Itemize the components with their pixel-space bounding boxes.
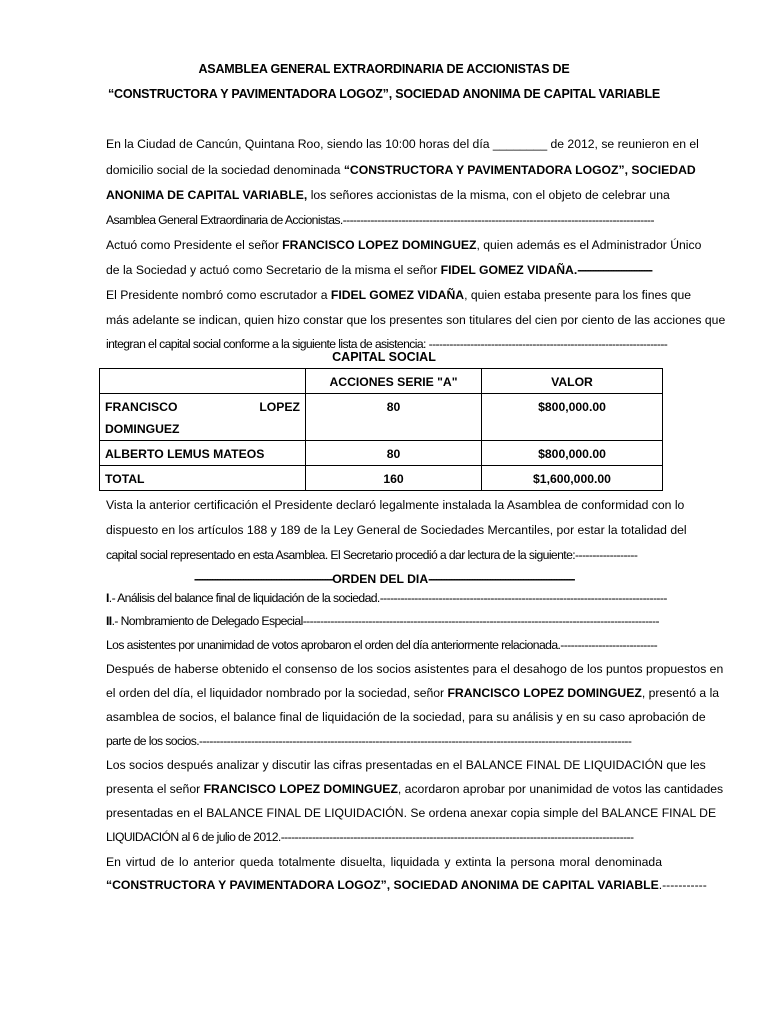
document-title-line2: “CONSTRUCTORA Y PAVIMENTADORA LOGOZ”, SOCIEDAD ANONIMA DE CAPITAL VARIABLE	[107, 87, 661, 101]
total-label-cell: TOTAL	[100, 466, 306, 491]
capital-social-title: CAPITAL SOCIAL	[332, 350, 436, 364]
total-valor-cell: $1,600,000.00	[482, 466, 663, 491]
shareholder-name: LOPEZ	[259, 400, 300, 414]
body-line-1: Vista la anterior certificación el Presidente declaró legalmente instalada la Asamblea de conformidad con lo	[106, 498, 685, 512]
intro-line-3	[106, 187, 670, 203]
agenda-item-2	[106, 613, 662, 629]
agenda-number: I	[106, 591, 109, 605]
shareholder-cell: ALBERTO LEMUS MATEOS	[100, 441, 306, 466]
company-name: ANONIMA DE CAPITAL VARIABLE,	[106, 188, 308, 202]
table-header-row	[100, 369, 663, 394]
dash-filler: .-----------	[658, 878, 707, 892]
intro-text: domicilio social de la sociedad denominada	[106, 163, 344, 177]
capital-social-table	[99, 368, 663, 491]
dash-filler: -----------------------------	[577, 263, 652, 277]
intro-text: de la Sociedad y actuó como Secretario de la misma el señor	[106, 263, 441, 277]
body-text: presenta el señor	[106, 782, 204, 796]
dash-filler: ------------------------------------------------------	[194, 572, 333, 586]
intro-line-9: integran el capital social conforme a la siguiente lista de asistencia: ---------------------------------------------------------------------	[106, 337, 668, 351]
scrutineer-name: FIDEL GOMEZ VIDAÑA	[330, 288, 465, 302]
body-text: , presentó a la	[641, 686, 720, 700]
body-line-4: Los asistentes por unanimidad de votos aprobaron el orden del día anteriormente relacionada.----------------------------	[106, 638, 658, 652]
acciones-cell: 80	[306, 394, 482, 441]
intro-text: El Presidente nombró como escrutador a	[106, 288, 331, 302]
body-line-2: dispuesto en los artículos 188 y 189 de la Ley General de Sociedades Mercantiles, por estar la totalidad del	[106, 523, 687, 537]
intro-text: los señores accionistas de la misma, con el objeto de celebrar una	[307, 188, 670, 202]
table-row	[100, 394, 663, 441]
liquidator-name: FRANCISCO LOPEZ DOMINGUEZ	[447, 686, 642, 700]
liquidator-name: FRANCISCO LOPEZ DOMINGUEZ	[203, 782, 398, 796]
shareholder-name: DOMINGUEZ	[105, 422, 180, 436]
table-total-row	[100, 466, 663, 491]
body-line-10	[106, 781, 724, 797]
intro-line-7	[106, 287, 692, 303]
agenda-text: .- Análisis del balance final de liquidación de la sociedad.-----------------------------------------------------------------------------------	[108, 591, 667, 605]
header-cell: ACCIONES SERIE "A"	[306, 369, 482, 394]
intro-line-2	[106, 162, 696, 178]
intro-line-5	[106, 237, 702, 253]
valor-cell: $800,000.00	[482, 441, 663, 466]
agenda-item-1	[106, 590, 667, 606]
orden-del-dia-heading	[106, 571, 662, 587]
president-name: FRANCISCO LOPEZ DOMINGUEZ	[282, 238, 477, 252]
body-line-13: En virtud de lo anterior queda totalmente disuelta, liquidada y extinta la persona moral denominada	[106, 855, 662, 869]
orden-del-dia-title: ORDEN DEL DIA	[332, 572, 429, 586]
agenda-number: II	[106, 614, 112, 628]
document-title-line1: ASAMBLEA GENERAL EXTRAORDINARIA DE ACCIONISTAS DE	[198, 62, 570, 76]
body-text: , acordaron aprobar por unanimidad de votos las cantidades	[397, 782, 724, 796]
intro-line-8: más adelante se indican, quien hizo constar que los presentes son titulares del cien por ciento de las acciones que	[106, 313, 726, 327]
agenda-text: .- Nombramiento de Delegado Especial-------------------------------------------------------------------------------------------------------	[111, 614, 659, 628]
body-line-8: parte de los socios.-----------------------------------------------------------------------------------------------------------------------------	[106, 734, 632, 748]
header-cell	[100, 369, 306, 394]
intro-text: Actuó como Presidente el señor	[106, 238, 283, 252]
company-name: “CONSTRUCTORA Y PAVIMENTADORA LOGOZ”, SOCIEDAD	[343, 163, 696, 177]
body-line-5: Después de haberse obtenido el consenso de los socios asistentes para el desahogo de los puntos propuestos en	[106, 662, 724, 676]
intro-line-1: En la Ciudad de Cancún, Quintana Roo, siendo las 10:00 horas del día ________ de 2012, se reunieron en el	[106, 137, 699, 151]
secretary-name: FIDEL GOMEZ VIDAÑA.	[440, 263, 578, 277]
intro-text: , quien estaba presente para los fines que	[464, 288, 692, 302]
body-line-12: LIQUIDACIÓN al 6 de julio de 2012.------------------------------------------------------------------------------------------------------	[106, 830, 634, 844]
body-text: el orden del día, el liquidador nombrado por la sociedad, señor	[106, 686, 448, 700]
valor-cell: $800,000.00	[482, 394, 663, 441]
company-name: “CONSTRUCTORA Y PAVIMENTADORA LOGOZ”, SOCIEDAD ANONIMA DE CAPITAL VARIABLE	[106, 878, 659, 892]
body-line-14	[106, 877, 707, 893]
header-cell: VALOR	[482, 369, 663, 394]
body-line-7: asamblea de socios, el balance final de liquidación de la sociedad, para su análisis y en su caso aprobación de	[106, 710, 706, 724]
dash-filler: ---------------------------------------------------------	[428, 572, 574, 586]
intro-text: , quien además es el Administrador Único	[476, 238, 702, 252]
body-line-6	[106, 685, 720, 701]
acciones-cell: 80	[306, 441, 482, 466]
body-line-3: capital social representado en esta Asamblea. El Secretario procedió a dar lectura de la siguiente:------------------	[106, 548, 638, 562]
body-line-9: Los socios después analizar y discutir las cifras presentadas en el BALANCE FINAL DE LIQUIDACIÓN que les	[106, 758, 706, 772]
shareholder-name: FRANCISCO	[105, 400, 178, 414]
shareholder-cell	[100, 394, 306, 441]
total-acciones-cell: 160	[306, 466, 482, 491]
body-line-11: presentadas en el BALANCE FINAL DE LIQUIDACIÓN. Se ordena anexar copia simple del BALANCE FINAL DE	[106, 806, 717, 820]
intro-line-4: Asamblea General Extraordinaria de Accionistas.------------------------------------------------------------------------------------------	[106, 213, 654, 227]
intro-line-6	[106, 262, 662, 278]
table-row	[100, 441, 663, 466]
